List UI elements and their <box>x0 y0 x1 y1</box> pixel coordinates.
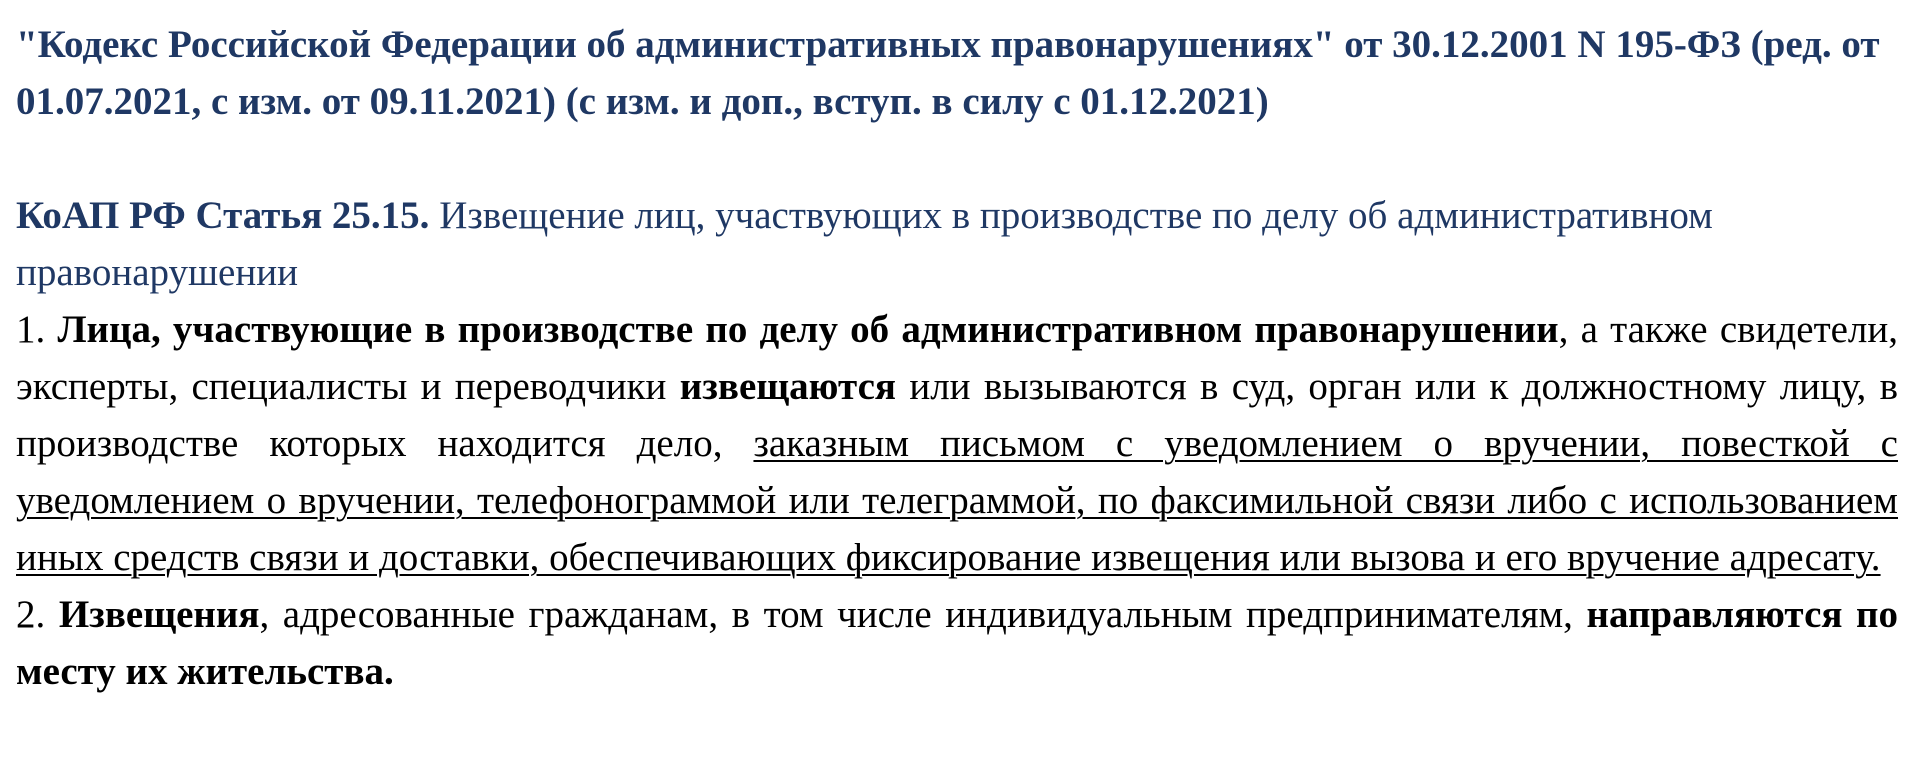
article-title: Извещение лиц, участвующих в производстве по делу об административном правонарушении <box>16 194 1713 294</box>
paragraph-2-end: направляются по месту их жительства. <box>16 593 1899 693</box>
paragraph-1 <box>16 301 1898 586</box>
article-heading <box>16 187 1898 301</box>
paragraph-1-subject: Лица, участвующие в производстве по делу об административном правонарушении <box>57 308 1559 351</box>
paragraph-1-text-a: , а также свидетели, эксперты, специалисты и переводчики <box>16 308 1899 408</box>
paragraph-1-number: 1. <box>16 308 46 351</box>
paragraph-2 <box>16 586 1898 700</box>
paragraph-2-number: 2. <box>16 593 46 636</box>
document-title: "Кодекс Российской Федерации об административных правонарушениях" от 30.12.2001 N 195-ФЗ (ред. от 01.07.2021, с изм. от 09.11.2021) (с изм. и доп., вступ. в силу с 01.12.2021) <box>16 23 1880 123</box>
paragraph-1-delivery-methods: заказным письмом с уведомлением о вручении, повесткой с уведомлением о вручении, телефонограммой или телеграммой, по факсимильной связи либо с использованием иных средств связи и доставки, обеспечивающих фиксирование извещения или вызова и его вручение адресату. <box>16 422 1898 579</box>
paragraph-2-text-a: , адресованные гражданам, в том числе индивидуальным предпринимателям, <box>259 593 1573 636</box>
paragraph-1-verb: извещаются <box>679 365 897 408</box>
paragraph-2-subject: Извещения <box>58 593 260 636</box>
article-number: КоАП РФ Статья 25.15. <box>16 194 430 237</box>
paragraph-1-text-b: или вызываются в суд, орган или к должностному лицу, в производстве которых находится дело, <box>16 365 1899 465</box>
spacer <box>16 130 1898 187</box>
